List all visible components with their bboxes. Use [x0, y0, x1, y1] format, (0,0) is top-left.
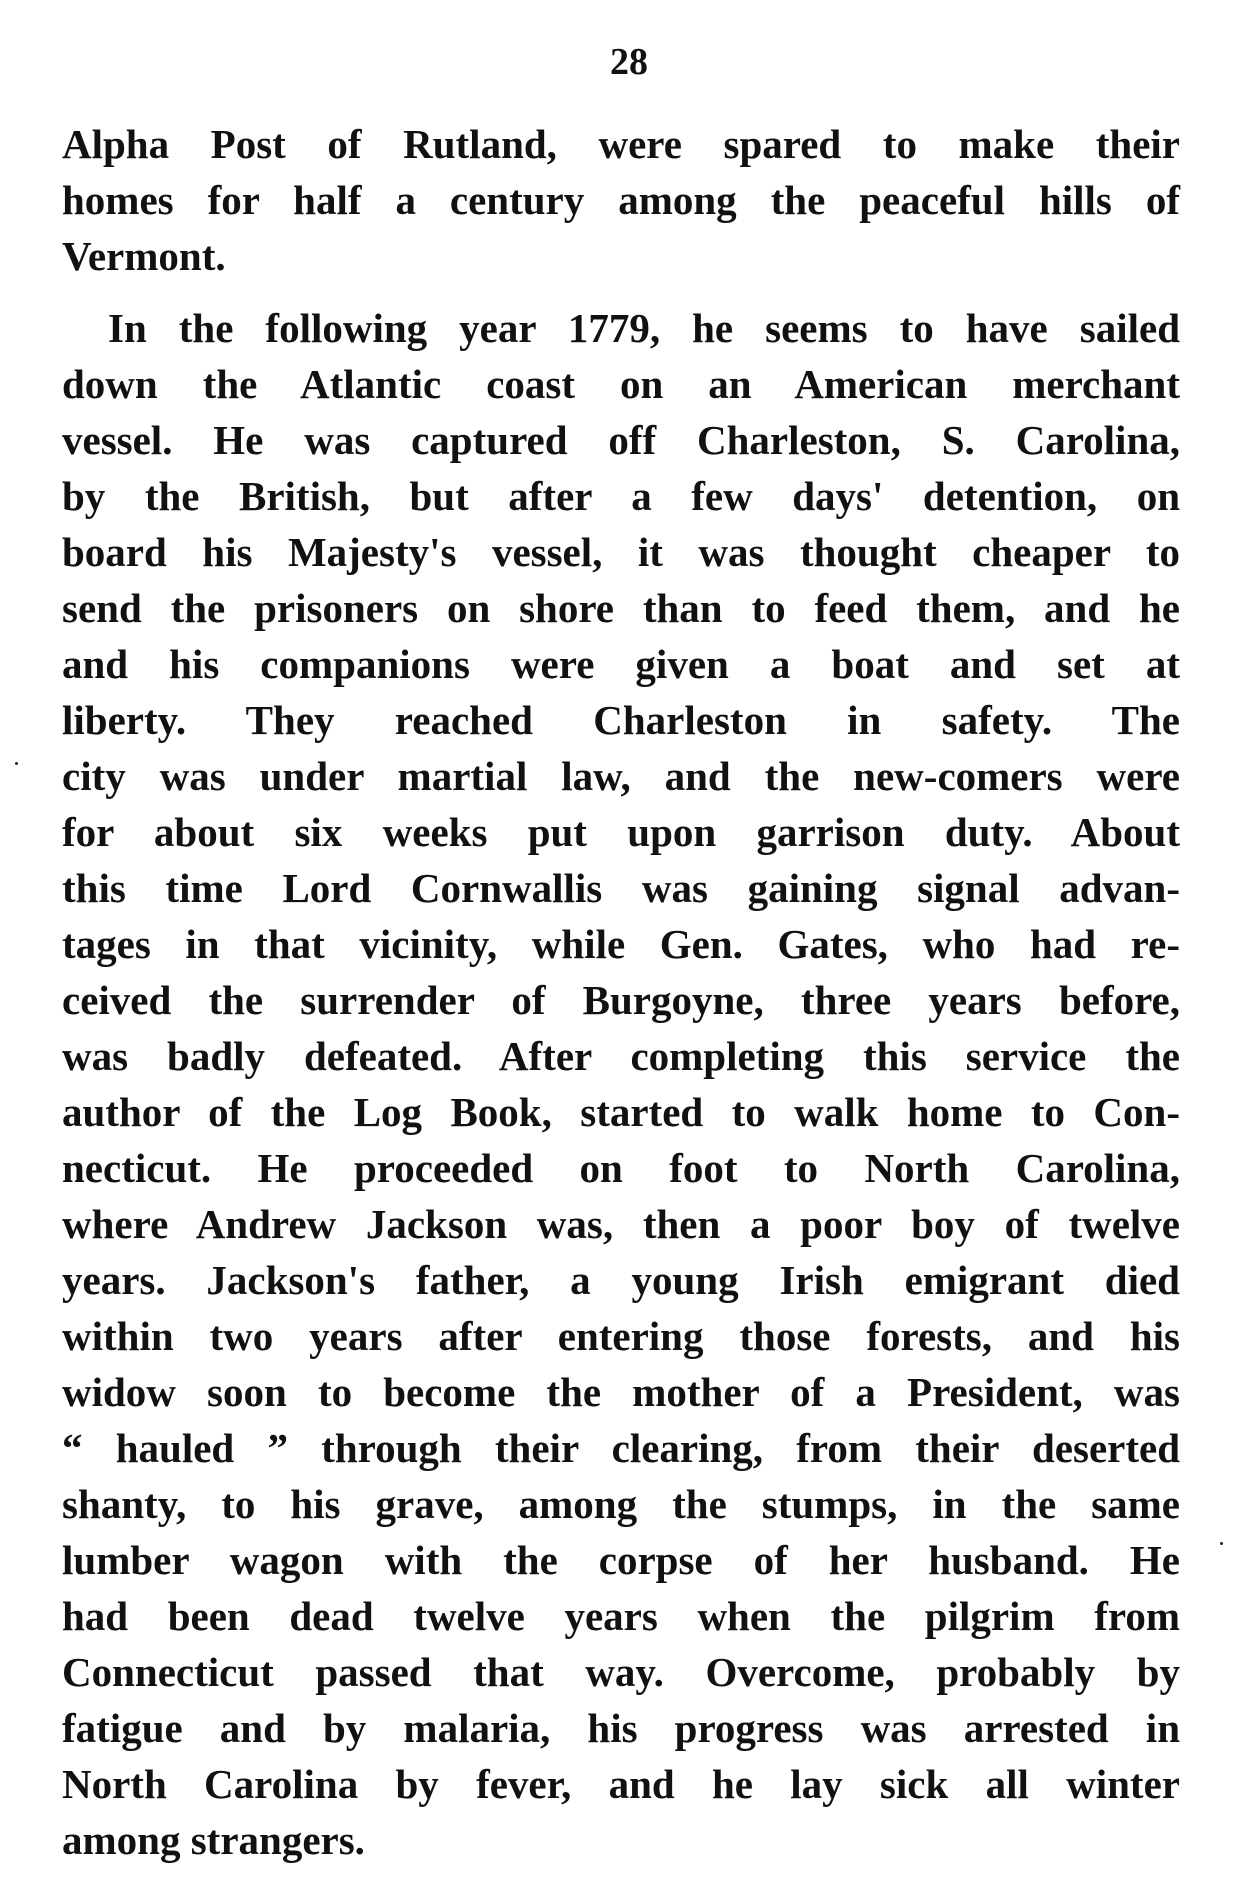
text-line: had been dead twelve years when the pilgrim from [62, 1593, 1180, 1639]
text-line: shanty, to his grave, among the stumps, in the same [62, 1481, 1180, 1527]
text-line: ceived the surrender of Burgoyne, three years before, [62, 977, 1180, 1023]
text-line: board his Majesty's vessel, it was thought cheaper to [62, 529, 1180, 575]
text-line: Connecticut passed that way. Overcome, probably by [62, 1649, 1180, 1695]
text-line: lumber wagon with the corpse of her husband. He [62, 1537, 1180, 1583]
text-line: was badly defeated. After completing this service the [62, 1033, 1180, 1079]
text-line: author of the Log Book, started to walk home to Con- [62, 1089, 1180, 1135]
text-line: North Carolina by fever, and he lay sick all winter [62, 1761, 1180, 1807]
paragraph-2 [62, 300, 1180, 1868]
text-line: homes for half a century among the peaceful hills of [62, 177, 1180, 223]
text-line: and his companions were given a boat and set at [62, 641, 1180, 687]
paragraph-gap [62, 284, 1180, 300]
text-line: down the Atlantic coast on an American merchant [62, 361, 1180, 407]
text-line: widow soon to become the mother of a President, was [62, 1369, 1180, 1415]
text-line: tages in that vicinity, while Gen. Gates, who had re- [62, 921, 1180, 967]
text-line: necticut. He proceeded on foot to North Carolina, [62, 1145, 1180, 1191]
text-line: fatigue and by malaria, his progress was arrested in [62, 1705, 1180, 1751]
text-line: city was under martial law, and the new-comers were [62, 753, 1180, 799]
scan-speck [15, 762, 18, 765]
text-line: In the following year 1779, he seems to have sailed [108, 305, 1180, 351]
text-line: send the prisoners on shore than to feed them, and he [62, 585, 1180, 631]
text-line: where Andrew Jackson was, then a poor boy of twelve [62, 1201, 1180, 1247]
scan-speck [1220, 1542, 1223, 1545]
page-number: 28 [610, 41, 648, 83]
text-line: years. Jackson's father, a young Irish emigrant died [62, 1257, 1180, 1303]
text-line: vessel. He was captured off Charleston, S. Carolina, [62, 417, 1180, 463]
body-text [62, 116, 1180, 1868]
text-line: within two years after entering those forests, and his [62, 1313, 1180, 1359]
text-line: “ hauled ” through their clearing, from their deserted [62, 1425, 1180, 1471]
paragraph-1 [62, 116, 1180, 284]
text-line: this time Lord Cornwallis was gaining signal advan- [62, 865, 1180, 911]
text-line: for about six weeks put upon garrison duty. About [62, 809, 1180, 855]
text-line: liberty. They reached Charleston in safety. The [62, 697, 1180, 743]
text-line: Alpha Post of Rutland, were spared to make their [62, 121, 1180, 167]
text-line: by the British, but after a few days' detention, on [62, 473, 1180, 519]
text-line: Vermont. [62, 233, 226, 279]
text-line: among strangers. [62, 1817, 365, 1863]
